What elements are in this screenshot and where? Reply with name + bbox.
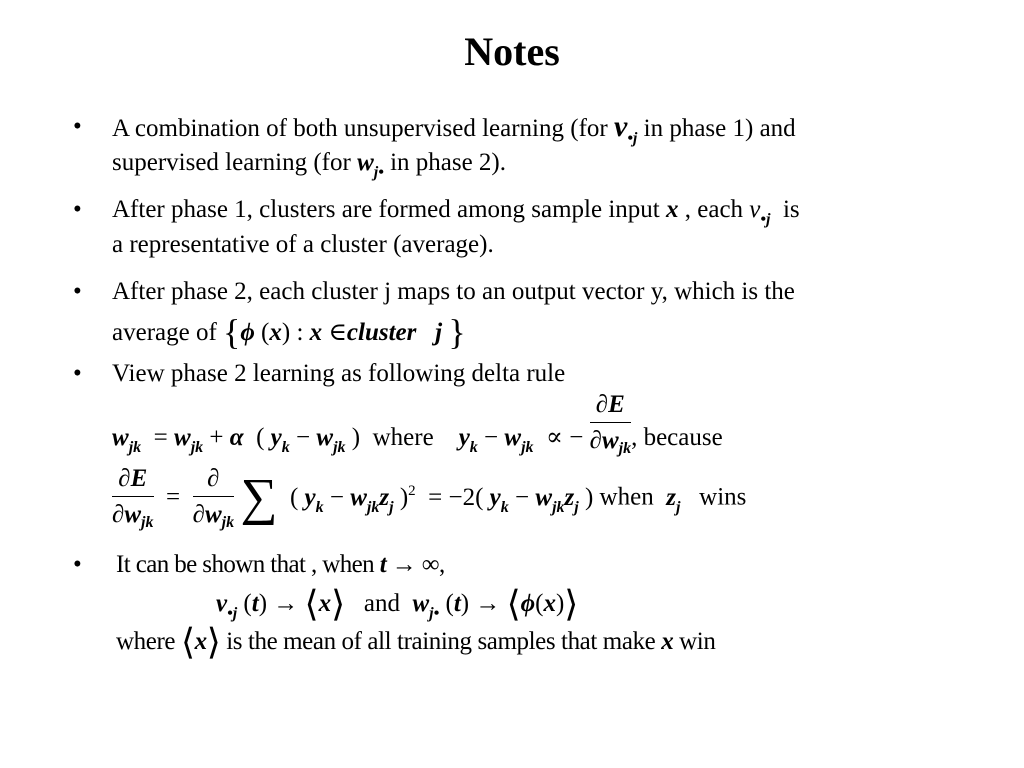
bullet-marker: • xyxy=(73,360,82,387)
bullet-2-text-c: is xyxy=(782,196,800,223)
bullet-5-text-c: win xyxy=(679,628,716,655)
formula-zj: $z_j$ xyxy=(666,483,681,516)
bullet-marker: • xyxy=(73,278,82,305)
formula-set-phi-x: {ϕ (x) : x ∈cluster j } xyxy=(223,312,466,352)
bullet-1-line-2 xyxy=(112,148,506,181)
bullet-1-text-a: A combination of both unsupervised learning (for xyxy=(112,115,608,142)
when-word: when xyxy=(599,483,654,511)
bullet-5-line-2 xyxy=(216,584,578,622)
where-word: where xyxy=(372,423,434,451)
because-word: , because xyxy=(631,423,723,451)
bullet-marker: • xyxy=(73,196,82,223)
fraction-dE-dw: $\frac{\partial E}{\partial w_{jk}}$ xyxy=(590,388,632,462)
bullet-1-line-1 xyxy=(112,112,796,147)
fraction-dE-dw-2: $\frac{\partial E}{\partial w_{jk}}$ xyxy=(112,462,154,536)
fraction-d-dw: $\frac{\partial}{\partial w_{jk}}$ xyxy=(193,462,235,536)
formula-v-dot-j-2: $v_{•j}$ xyxy=(749,196,771,228)
bullet-1-text-c: supervised learning (for xyxy=(112,149,351,176)
summation-symbol: ∑ xyxy=(240,468,278,526)
formula-mean-x: ⟨x⟩ xyxy=(180,622,221,662)
bullet-3-line-1: After phase 2, each cluster j maps to an output vector y, which is the xyxy=(112,278,795,305)
bullet-3-line-2 xyxy=(112,312,466,352)
bullet-5-line-3 xyxy=(116,622,716,662)
bullet-1-text-b: in phase 1) and xyxy=(643,115,796,142)
where-word-2: where xyxy=(116,628,176,655)
formula-x: x xyxy=(666,196,679,223)
bullet-2-line-2: a representative of a cluster (average). xyxy=(112,231,494,258)
formula-squared-error: ( $y_k - w_{jk}z_j$ )$^2$ = −2( $y_k - w_{jk}z_j$ ) xyxy=(283,482,600,516)
wins-word: wins xyxy=(699,483,747,511)
bullet-2-text-b: , each xyxy=(684,196,744,223)
slide-title: Notes xyxy=(464,29,560,74)
delta-rule-equation xyxy=(112,386,723,460)
formula-v-limit: $v_{•j}$ (t) → ⟨x⟩ xyxy=(216,584,346,624)
formula-x-2: x xyxy=(661,628,674,655)
bullet-marker: • xyxy=(73,551,82,578)
formula-proportional: $y_k - w_{jk}$ ∝ − xyxy=(458,423,590,456)
bullet-2-text-a: After phase 1, clusters are formed among sample input xyxy=(112,196,660,223)
formula-v-dot-j: $v_{•j}$ xyxy=(613,110,638,147)
and-word: and xyxy=(363,590,400,617)
bullet-5-line-1 xyxy=(116,550,445,580)
gradient-equation: $\frac{\partial E}{\partial w_{jk}}$ = $\frac{\partial}{\partial w_{jk}}$ ∑ ( $y_k - w_{jk}z_j$ )$^2$ = −2( $y_k - w_{jk}z_j$ ) when $z_j$ wins xyxy=(112,462,746,536)
bullet-5-text-b: is the mean of all training samples that make xyxy=(226,628,656,655)
formula-w-limit: $w_{j•}$ (t) → ⟨ϕ(x)⟩ xyxy=(412,584,579,624)
formula-t-infinity: t → ∞, xyxy=(379,551,445,578)
formula-delta-rule: $w_{jk} = w_{jk} + \alpha$ ( $y_k - w_{jk}$ ) xyxy=(112,423,367,456)
bullet-4-line-1: View phase 2 learning as following delta rule xyxy=(112,360,566,387)
bullet-marker: • xyxy=(73,113,82,140)
bullet-1-text-d: in phase 2). xyxy=(390,149,507,176)
bullet-5-text-a: It can be shown that , when xyxy=(116,551,375,578)
bullet-3-text-a: average of xyxy=(112,319,217,346)
bullet-2-line-1 xyxy=(112,195,800,228)
formula-w-j-dot: $w_{j•}$ xyxy=(357,149,384,181)
